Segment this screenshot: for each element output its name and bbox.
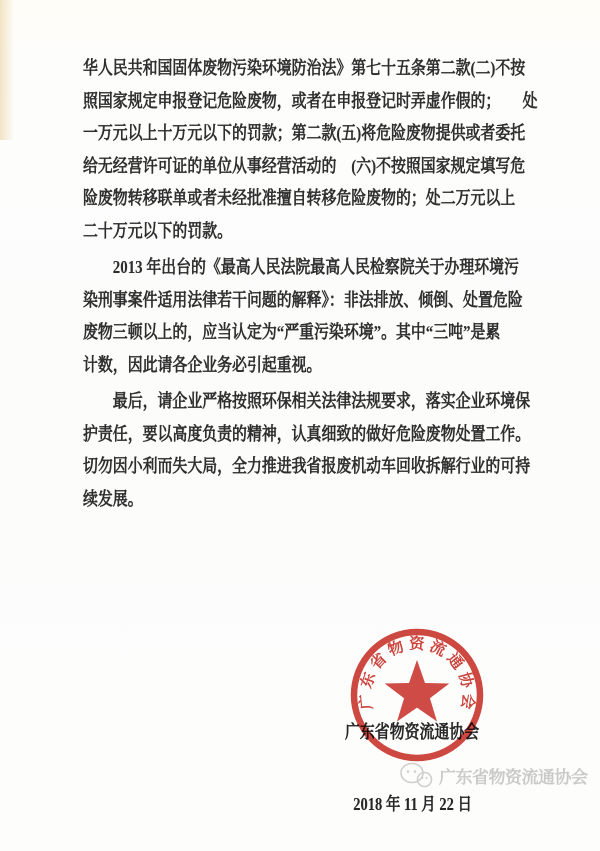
text-line: 一万元以上十万元以下的罚款；第二款(五)将危险废物提供或者委托 bbox=[83, 123, 526, 143]
text-line: 2013 年出台的《最高人民法院最高人民检察院关于办理环境污 bbox=[112, 257, 519, 277]
text-line: 续发展。 bbox=[83, 488, 143, 509]
text-line: 护责任，要以高度负责的精神，认真细致的做好危险废物处置工作。 bbox=[83, 423, 531, 444]
official-seal bbox=[336, 614, 498, 776]
text-line: 险废物转移联单或者未经批准擅自转移危险废物的；处二万元以上 bbox=[83, 188, 516, 208]
seal-ring-text: 广东省物资流通协会 bbox=[357, 635, 477, 715]
text-line: 给无经营许可证的单位从事经营活动的 (六)不按照国家规定填写危 bbox=[83, 155, 526, 176]
signature-date: 2018 年 11 月 22 日 bbox=[353, 794, 473, 814]
scan-edge-artifact bbox=[0, 0, 14, 140]
source-name: 广东省物资流通协会 bbox=[439, 767, 588, 787]
paragraph-1 bbox=[83, 52, 538, 247]
text-line: 废物三顿以上的，应当认定为“严重污染环境”。其中“三吨”是累 bbox=[83, 322, 501, 342]
text-line: 染刑事案件适用法律若干问题的解释》：非法排放、倾倒、处置危险 bbox=[83, 289, 523, 310]
text-line: 计数，因此请各企业务必引起重视。 bbox=[83, 354, 322, 375]
paragraph-3 bbox=[83, 385, 530, 515]
text-line: 切勿因小利而失大局，全力推进我省报废机动车回收拆解行业的可持 bbox=[83, 456, 531, 476]
source-attribution bbox=[399, 761, 588, 789]
signature-org: 广东省物资流通协会 bbox=[345, 722, 480, 742]
paragraph-2 bbox=[83, 251, 530, 381]
seal-star-icon bbox=[385, 660, 450, 722]
text-line: 照国家规定申报登记危险废物，或者在申报登记时弄虚作假的； 处 bbox=[83, 90, 538, 111]
wechat-logo-icon bbox=[399, 762, 433, 788]
text-line: 华人民共和国固体废物污染环境防治法》第七十五条第二款(二)不按 bbox=[83, 58, 526, 78]
document-body bbox=[83, 52, 538, 515]
text-line: 二十万元以下的罚款。 bbox=[83, 220, 233, 241]
text-line: 最后，请企业严格按照环保相关法律法规要求，落实企业环境保 bbox=[112, 391, 531, 411]
